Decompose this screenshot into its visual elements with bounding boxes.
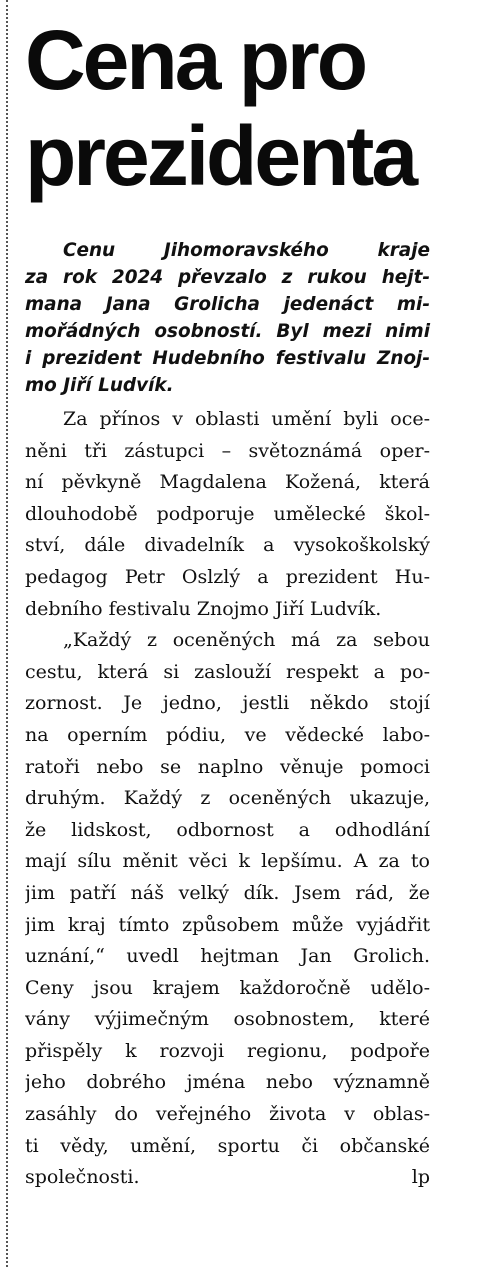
body-line: že lidskost, odbornost a odhodlání <box>25 818 430 841</box>
body-line: přispěly k rozvoji regionu, podpoře <box>25 1039 430 1062</box>
body-line: vány výjimečným osobnostem, které <box>25 1008 430 1031</box>
body-line: pedagog Petr Oslzlý a prezident Hu- <box>25 565 430 588</box>
body-line: ní pěvkyně Magdalena Kožená, která <box>25 471 430 494</box>
body-line: jim kraj tímto způsobem může vyjádřit <box>25 913 430 936</box>
author-signature: lp <box>411 1166 430 1189</box>
lead-paragraph <box>25 237 430 399</box>
article <box>25 0 430 1194</box>
body-line: debního festivalu Znojmo Jiří Ludvík. <box>25 597 382 620</box>
body-line: ratoři nebo se naplno věnuje pomoci <box>25 755 430 778</box>
body-line: jim patří náš velký dík. Jsem rád, že <box>25 881 430 904</box>
lead-line: za rok 2024 převzalo z rukou hejt- <box>25 267 430 288</box>
body-line: druhým. Každý z oceněných ukazuje, <box>25 787 430 810</box>
body-line: na operním pódiu, ve vědecké labo- <box>25 723 430 746</box>
body-line: dlouhodobě podporuje umělecké škol- <box>25 502 430 525</box>
body-text <box>25 404 430 1194</box>
body-line: Za přínos v oblasti umění byli oce- <box>63 408 430 430</box>
lead-line: mana Jana Grolicha jedenáct mi- <box>25 294 430 315</box>
body-line: zornost. Je jedno, jestli někdo stojí <box>25 692 430 715</box>
body-line-final: společnosti. <box>25 1166 140 1189</box>
closing-line <box>25 1162 430 1194</box>
lead-line: mo Jiří Ludvík. <box>25 375 174 396</box>
body-line: jeho dobrého jména nebo významně <box>25 1071 430 1094</box>
body-line: cestu, která si zaslouží respekt a po- <box>25 660 430 683</box>
lead-line: Cenu Jihomoravského kraje <box>63 240 430 261</box>
lead-line: i prezident Hudebního festivalu Znoj- <box>25 348 430 369</box>
body-line: něni tři zástupci – světoznámá oper- <box>25 439 430 462</box>
body-line: ství, dále divadelník a vysokoškolský <box>25 534 430 557</box>
lead-line: mořádných osobností. Byl mezi nimi <box>25 321 430 342</box>
headline-line-1: Cena pro <box>25 13 366 107</box>
body-line: mají sílu měnit věci k lepšímu. A za to <box>25 850 430 873</box>
headline-line-2: prezidenta <box>25 109 416 203</box>
headline <box>25 12 430 204</box>
column-divider <box>6 0 8 1267</box>
body-line: „Každý z oceněných má za sebou <box>63 629 430 652</box>
body-line: Ceny jsou krajem každoročně udělo- <box>25 976 430 999</box>
body-line: uznání,“ uvedl hejtman Jan Grolich. <box>25 945 430 968</box>
body-line: zasáhly do veřejného života v oblas- <box>25 1103 430 1126</box>
body-line: ti vědy, umění, sportu či občanské <box>25 1134 430 1157</box>
